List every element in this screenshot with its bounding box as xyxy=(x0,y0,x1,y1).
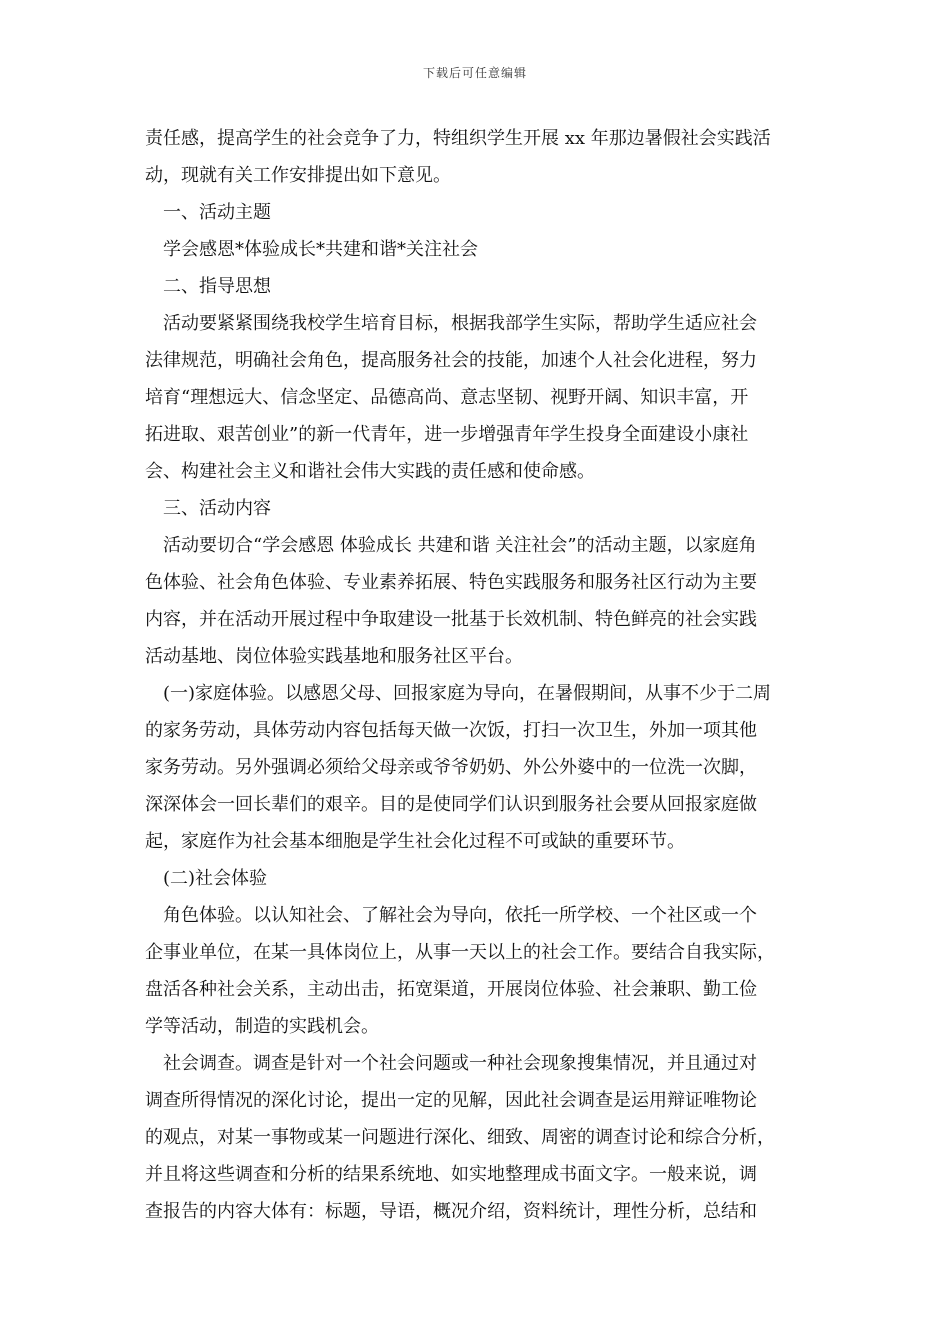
section-heading: 三、活动内容 xyxy=(163,498,271,519)
text-line: 盘活各种社会关系，主动出击，拓宽渠道，开展岗位体验、社会兼职、勤工俭 xyxy=(145,979,757,1000)
text-line: 的观点，对某一事物或某一问题进行深化、细致、周密的调查讨论和综合分析， xyxy=(145,1127,775,1148)
text-line: 会、构建社会主义和谐社会伟大实践的责任感和使命感。 xyxy=(145,461,595,482)
text-line: 查报告的内容大体有：标题，导语，概况介绍，资料统计，理性分析，总结和 xyxy=(145,1201,757,1222)
text-line: 内容，并在活动开展过程中争取建设一批基于长效机制、特色鲜亮的社会实践 xyxy=(145,609,757,630)
section-heading: 一、活动主题 xyxy=(163,202,271,223)
text-line: 法律规范，明确社会角色，提高服务社会的技能，加速个人社会化进程，努力 xyxy=(145,350,757,371)
text-line: 深深体会一回长辈们的艰辛。目的是使同学们认识到服务社会要从回报家庭做 xyxy=(145,794,757,815)
text-line: 企事业单位，在某一具体岗位上，从事一天以上的社会工作。要结合自我实际， xyxy=(145,942,775,963)
text-line: 培育“理想远大、信念坚定、品德高尚、意志坚韧、视野开阔、知识丰富，开 xyxy=(145,387,749,408)
text-line: 学等活动，制造的实践机会。 xyxy=(145,1016,379,1037)
text-line: 并且将这些调查和分析的结果系统地、如实地整理成书面文字。一般来说，调 xyxy=(145,1164,757,1185)
text-line: 角色体验。以认知社会、了解社会为导向，依托一所学校、一个社区或一个 xyxy=(163,905,757,926)
text-line: 活动要紧紧围绕我校学生培育目标，根据我部学生实际，帮助学生适应社会 xyxy=(163,313,757,334)
page-header-note: 下载后可任意编辑 xyxy=(422,66,527,80)
text-line: (一)家庭体验。以感恩父母、回报家庭为导向，在暑假期间，从事不少于二周 xyxy=(163,683,772,704)
subsection-heading: (二)社会体验 xyxy=(163,868,268,889)
text-line: 起，家庭作为社会基本细胞是学生社会化过程不可或缺的重要环节。 xyxy=(145,831,685,852)
text-line: 家务劳动。另外强调必须给父母亲或爷爷奶奶、外公外婆中的一位洗一次脚， xyxy=(145,757,757,778)
text-line: 的家务劳动，具体劳动内容包括每天做一次饭，打扫一次卫生，外加一项其他 xyxy=(145,720,757,741)
text-line: 活动基地、岗位体验实践基地和服务社区平台。 xyxy=(145,646,523,667)
text-line: 活动要切合“学会感恩 体验成长 共建和谐 关注社会”的活动主题，以家庭角 xyxy=(163,535,757,556)
text-line: 动，现就有关工作安排提出如下意见。 xyxy=(145,165,451,186)
text-line: 社会调查。调查是针对一个社会问题或一种社会现象搜集情况，并且通过对 xyxy=(163,1053,757,1074)
text-line: 调查所得情况的深化讨论，提出一定的见解，因此社会调查是运用辩证唯物论 xyxy=(145,1090,757,1111)
document-body xyxy=(145,120,810,1230)
section-heading: 二、指导思想 xyxy=(163,276,271,297)
text-line: 色体验、社会角色体验、专业素养拓展、特色实践服务和服务社区行动为主要 xyxy=(145,572,757,593)
text-line: 拓进取、艰苦创业”的新一代青年，进一步增强青年学生投身全面建设小康社 xyxy=(145,424,749,445)
activity-theme: 学会感恩*体验成长*共建和谐*关注社会 xyxy=(163,239,478,260)
text-line: 责任感，提高学生的社会竞争了力，特组织学生开展 xx 年那边暑假社会实践活 xyxy=(145,128,771,149)
